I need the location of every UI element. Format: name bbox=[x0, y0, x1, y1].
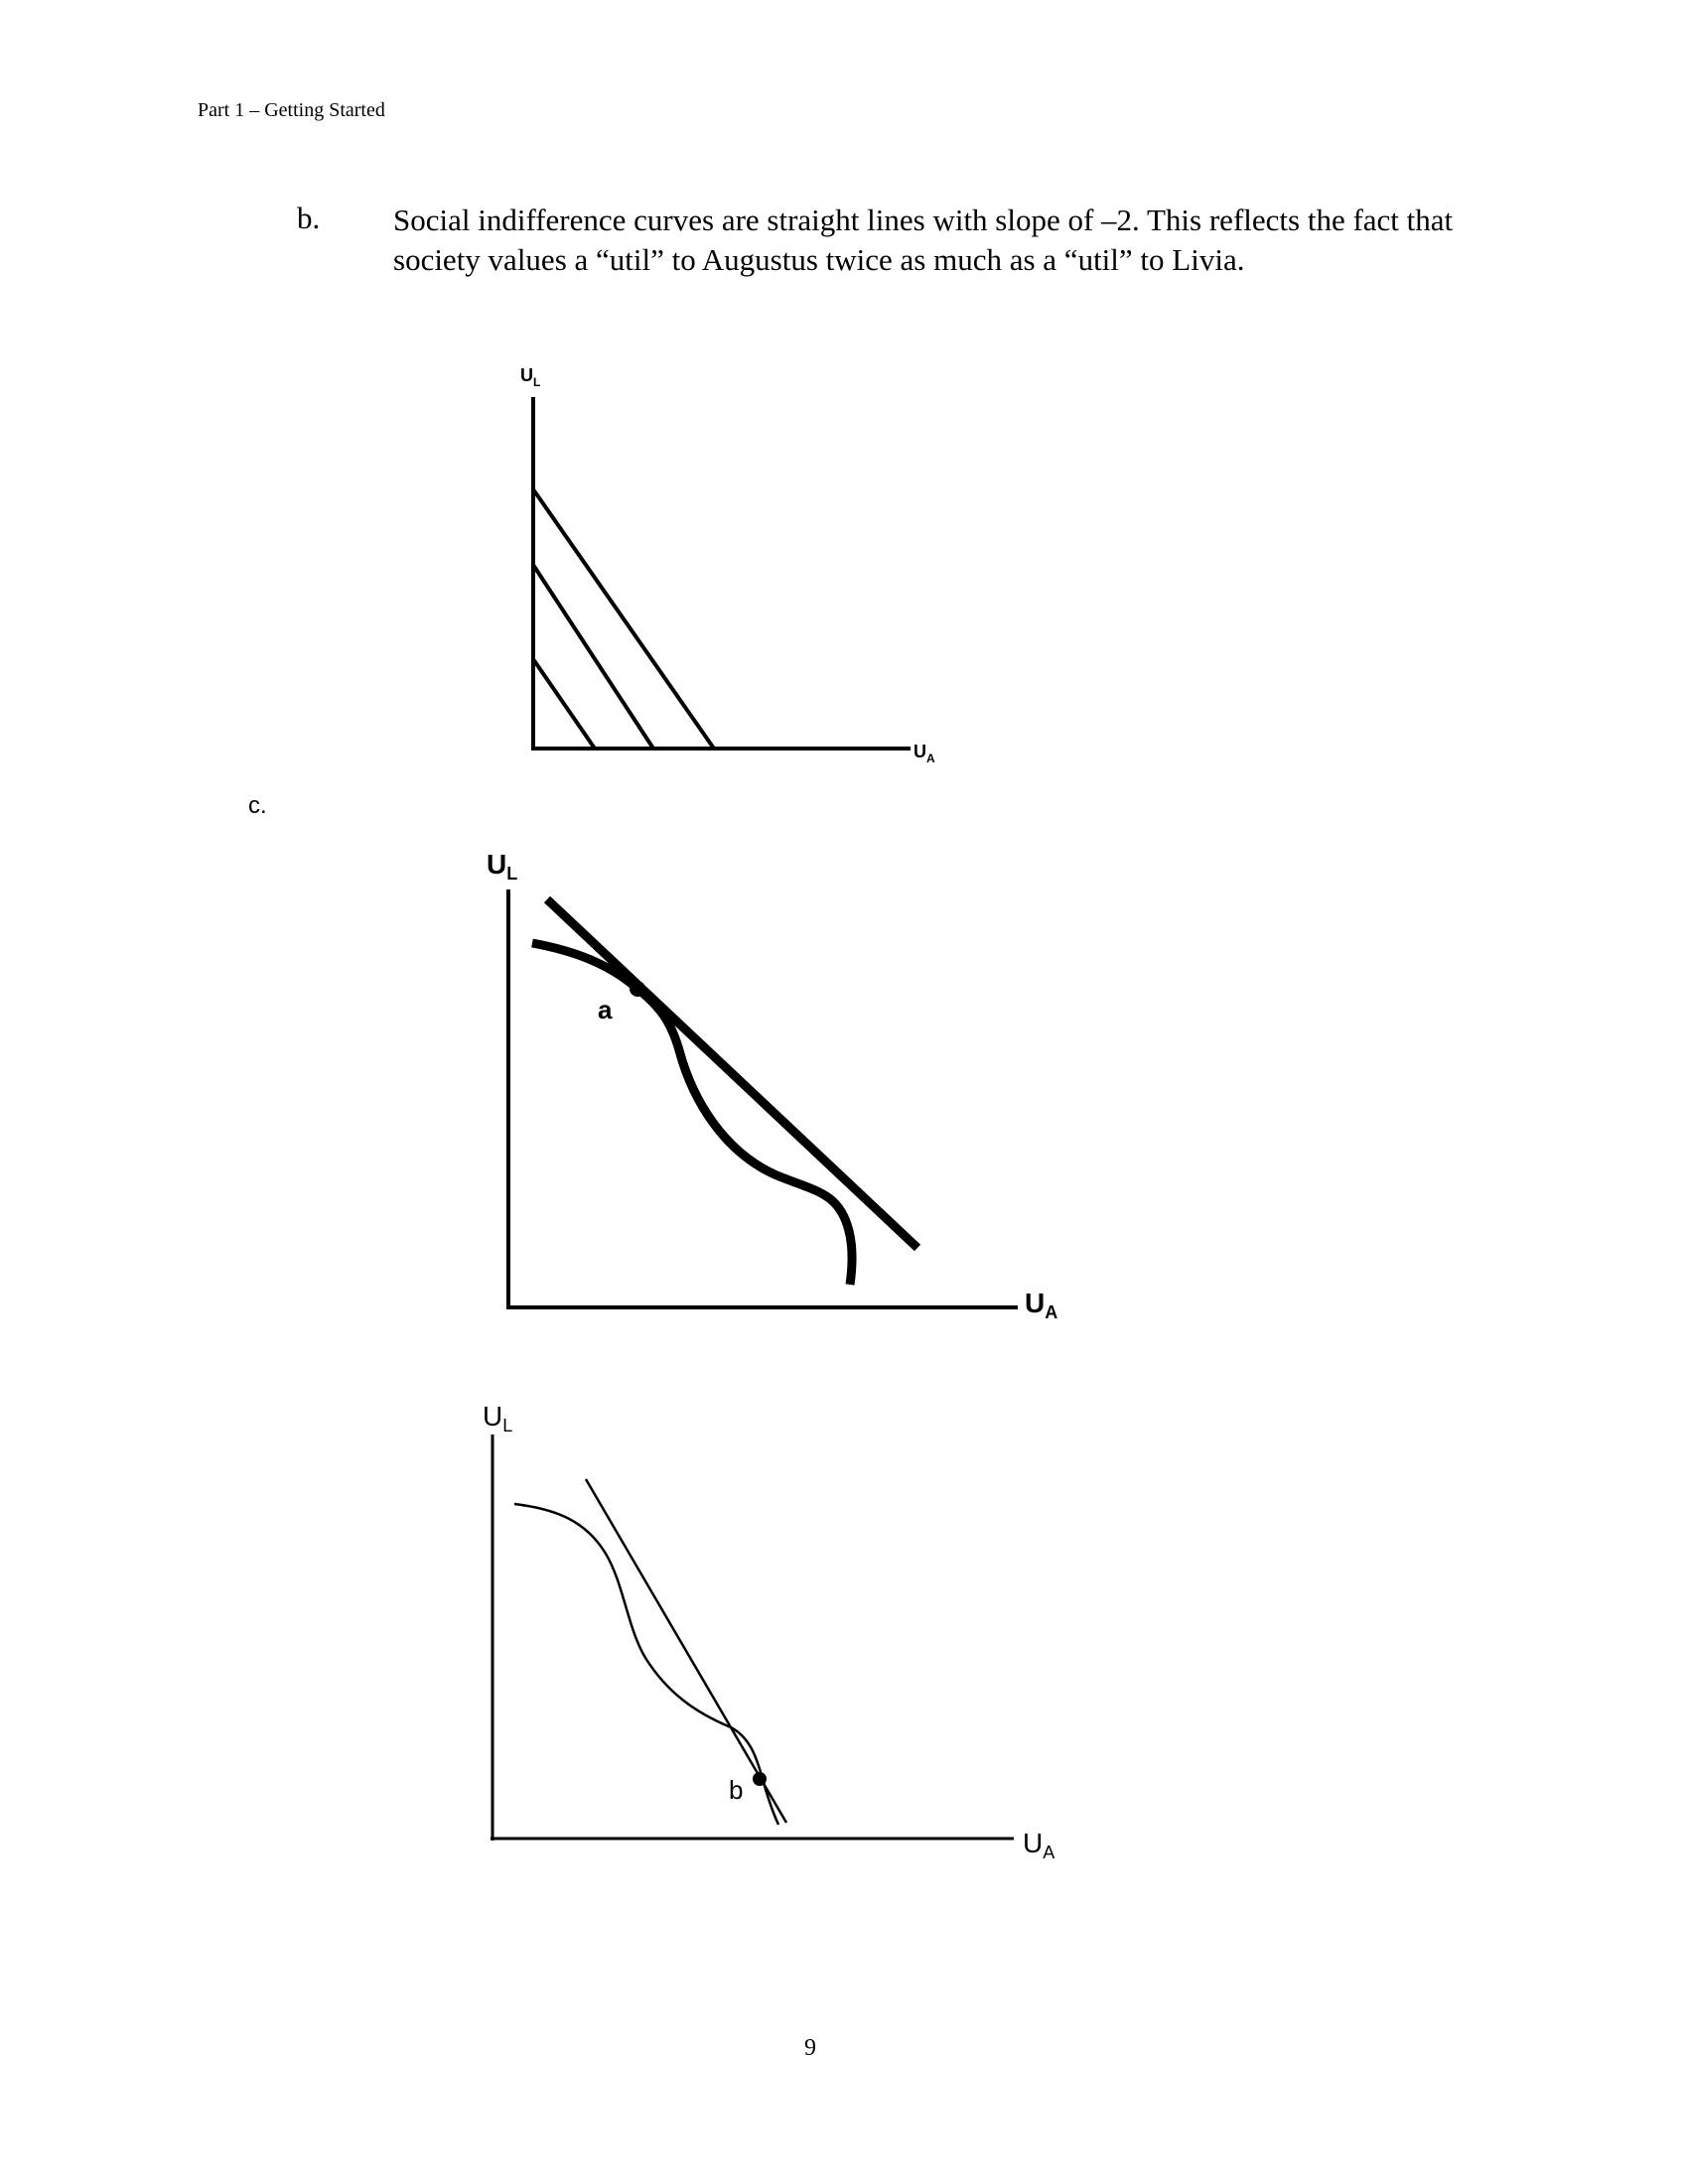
utility-possibility-frontier bbox=[532, 943, 852, 1285]
figure-social-indifference-lines bbox=[531, 397, 911, 751]
point-a-marker bbox=[630, 981, 645, 997]
figure-utility-frontier-b bbox=[491, 1434, 1014, 1841]
social-indifference-line bbox=[547, 899, 917, 1248]
item-b-text: Social indifference curves are straight lines with slope of –2. This reflects the fact that society values a “util” to Augustus twice as much as a “util” to Livia. bbox=[393, 203, 1454, 277]
page-number: 9 bbox=[804, 2035, 816, 2061]
running-header: Part 1 – Getting Started bbox=[198, 99, 385, 121]
y-axis-label: $U_L$ bbox=[483, 1401, 513, 1435]
y-axis-label: $U_L$ bbox=[487, 849, 518, 884]
x-axis-label: $U_A$ bbox=[1023, 1828, 1055, 1862]
y-axis-label: $U_L$ bbox=[520, 365, 541, 389]
x-axis-label: $U_A$ bbox=[914, 742, 935, 765]
indifference-line-high bbox=[533, 489, 714, 749]
point-a-label: a bbox=[598, 995, 613, 1024]
item-marker-b: b. bbox=[297, 201, 321, 235]
indifference-line-low bbox=[533, 659, 595, 749]
x-axis-label: $U_A$ bbox=[1025, 1288, 1058, 1322]
figure-utility-frontier-a bbox=[506, 889, 1018, 1309]
point-b-label: b bbox=[729, 1775, 744, 1805]
item-marker-c: c. bbox=[248, 792, 267, 819]
social-indifference-line bbox=[586, 1479, 786, 1823]
point-b-marker bbox=[753, 1772, 767, 1786]
indifference-line-mid bbox=[533, 565, 653, 749]
